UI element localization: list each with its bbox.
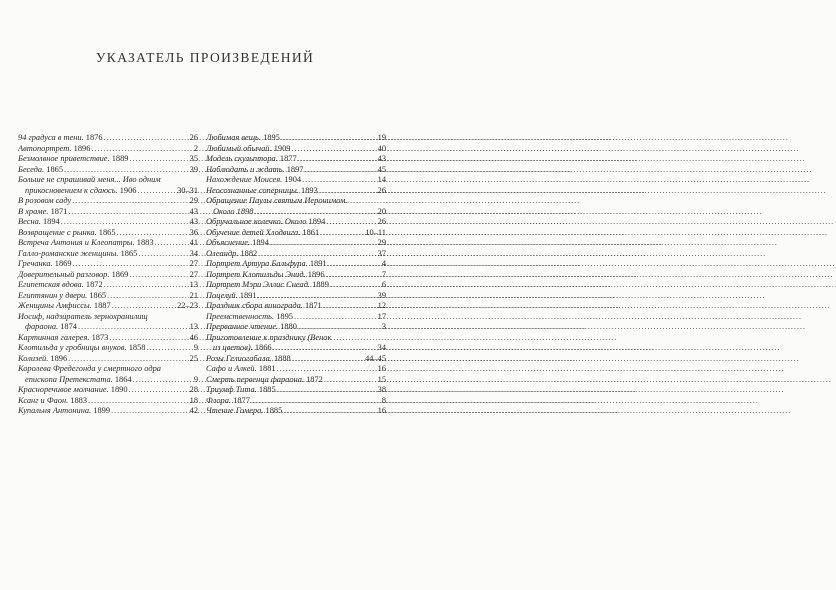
- index-entry: [18, 270, 198, 281]
- index-entry: [206, 333, 386, 354]
- entry-page-number: 43: [189, 217, 198, 226]
- entry-year: 1885: [258, 385, 276, 394]
- entry-title: Больше не спрашивай меня... Иво одним: [18, 175, 161, 184]
- entry-page-number: 43: [189, 206, 198, 216]
- index-entry: [18, 333, 198, 344]
- entry-page-number: 44–45: [365, 353, 386, 363]
- entry-year: 1864: [114, 374, 132, 384]
- entry-title: Объяснение. 1894: [206, 238, 269, 247]
- index-column-left: [18, 133, 198, 417]
- entry-title: Любимый обычай. 1909: [206, 143, 291, 153]
- index-entry: [206, 301, 386, 312]
- entry-year: 1885: [265, 406, 283, 415]
- dot-leader: [251, 396, 381, 407]
- entry-title: Беседа. 1865: [18, 164, 64, 174]
- entry-year: 1865: [120, 248, 138, 258]
- index-entry: [206, 270, 386, 281]
- entry-page-number: 3: [381, 322, 386, 331]
- dot-leader: [291, 144, 376, 155]
- entry-page-number: 34: [189, 248, 198, 258]
- index-entry: [206, 322, 386, 333]
- entry-title: прикосновением к сдаюсь. 1906: [25, 185, 137, 195]
- entry-title: Нахождение Моисея. 1904: [206, 175, 302, 184]
- index-entry: [206, 312, 386, 323]
- entry-year: 1896: [50, 353, 68, 363]
- entry-year: 1869: [111, 269, 129, 279]
- entry-title: Неосознанные соперницы. 1893: [206, 185, 318, 195]
- entry-title: Модель скульптора. 1877: [206, 154, 297, 163]
- entry-title: Возвращение с рынка. 1865: [18, 227, 116, 237]
- dot-leader: [302, 175, 377, 186]
- entry-year: 1876: [85, 133, 103, 142]
- index-entry: [206, 144, 386, 155]
- dot-leader: [324, 375, 377, 386]
- entry-page-number: 26: [189, 133, 198, 142]
- dot-leader: [277, 364, 377, 375]
- entry-page-number: 25: [189, 353, 198, 363]
- entry-page-number: 42: [189, 406, 198, 415]
- dot-leader: [292, 354, 364, 365]
- entry-year: 1869: [54, 259, 72, 268]
- entry-page-number: 34: [377, 343, 386, 352]
- entry-page-number: 15: [377, 374, 386, 384]
- entry-page-number: 22–23: [177, 301, 198, 310]
- dot-leader: [326, 270, 381, 281]
- entry-title: Картинная галерея. 1873: [18, 332, 109, 342]
- index-entry: [206, 291, 386, 302]
- entry-title: Гречанка. 1869: [18, 259, 72, 268]
- entry-page-number: 16: [377, 364, 386, 373]
- entry-year: 1897: [286, 164, 304, 174]
- entry-year: 1883: [70, 395, 88, 405]
- index-column-right: [206, 133, 386, 417]
- entry-year: 1872: [85, 280, 103, 289]
- entry-page-number: 39: [189, 164, 198, 174]
- entry-page-number: 29: [377, 238, 386, 247]
- entry-page-number: 39: [377, 290, 386, 300]
- entry-year: 1895: [263, 133, 280, 142]
- entry-year: 1858: [128, 343, 146, 352]
- dot-leader: [323, 301, 377, 312]
- dot-leader: [298, 322, 381, 333]
- dot-leader: [298, 154, 377, 165]
- entry-page-number: 37: [377, 248, 386, 258]
- dot-leader: [73, 259, 189, 270]
- entry-title: Смерть первенца фараона. 1872: [206, 374, 323, 384]
- entry-year: 1880: [280, 322, 297, 331]
- index-entry: [18, 301, 198, 312]
- dot-leader: [109, 333, 188, 344]
- dot-leader: [137, 186, 176, 197]
- entry-page-number: 19: [377, 133, 386, 142]
- entry-title: Весна. 1894: [18, 217, 60, 226]
- entry-page-number: 21: [189, 290, 198, 300]
- entry-page-number: 13: [189, 322, 198, 331]
- entry-title: Праздник сбора винограда. 1871: [206, 301, 322, 310]
- index-entry: [206, 196, 386, 217]
- entry-title: Флора. 1877: [206, 395, 250, 405]
- index-entry: [206, 406, 386, 417]
- entry-year: 1872: [306, 374, 323, 384]
- dot-leader: [91, 144, 192, 155]
- entry-year: 1888: [273, 353, 291, 363]
- entry-year: 1906: [119, 185, 137, 195]
- entry-title: из цветов). 1866: [213, 343, 272, 352]
- entry-page-number: 18: [189, 395, 198, 405]
- entry-page-number: 29: [189, 196, 198, 205]
- entry-title: Ксанг и Фаон. 1883: [18, 395, 88, 405]
- dot-leader: [326, 217, 376, 228]
- entry-page-number: 20: [377, 206, 386, 216]
- entry-page-number: 43: [377, 154, 386, 163]
- index-entry: [18, 249, 198, 260]
- index-entry: [18, 228, 198, 239]
- entry-year: 1865: [89, 290, 107, 300]
- entry-title: Египтянин у двери. 1865: [18, 290, 107, 300]
- dot-leader: [61, 217, 189, 228]
- entry-year: 1861: [302, 227, 320, 237]
- index-entry: [18, 396, 198, 407]
- index-entry: [18, 175, 198, 196]
- entry-year: 1904: [284, 175, 302, 184]
- dot-leader: [304, 165, 376, 176]
- index-entry: [18, 217, 198, 228]
- entry-page-number: 28: [189, 385, 198, 394]
- entry-title: Сафо и Алкей. 1881: [206, 364, 276, 373]
- entry-year: 1894: [252, 238, 269, 247]
- dot-leader: [273, 343, 377, 354]
- entry-year: 1871: [304, 301, 322, 310]
- entry-page-number: 46: [189, 332, 198, 342]
- index-entry: [18, 238, 198, 249]
- index-entry: [18, 196, 198, 207]
- dot-leader: [111, 406, 189, 417]
- dot-leader: [146, 343, 192, 354]
- index-entry: [206, 154, 386, 165]
- entry-page-number: 6: [381, 280, 386, 289]
- entry-title: Розы Гелиогабала. 1888: [206, 353, 291, 363]
- entry-title: Галло-романские женщины. 1865: [18, 248, 138, 258]
- entry-page-number: 12: [377, 301, 386, 310]
- dot-leader: [129, 270, 188, 281]
- dot-leader: [138, 249, 188, 260]
- index-entry: [206, 354, 386, 365]
- index-entry: [18, 133, 198, 144]
- entry-page-number: 35: [189, 154, 198, 163]
- entry-page-number: 30–31: [177, 185, 198, 195]
- entry-page-number: 8: [381, 395, 386, 405]
- index-entry: [206, 249, 386, 260]
- dot-leader: [277, 385, 377, 396]
- dot-leader: [72, 196, 188, 207]
- entry-page-number: 45: [377, 164, 386, 174]
- index-entry: [206, 375, 386, 386]
- entry-year: 1873: [91, 332, 109, 342]
- entry-title: 94 градуса в тени. 1876: [18, 133, 103, 142]
- dot-leader: [88, 396, 189, 407]
- dot-leader: [281, 133, 377, 144]
- dot-leader: [133, 375, 193, 386]
- entry-year: 1865: [46, 164, 64, 174]
- entry-year: 1889: [312, 280, 329, 289]
- index-entry: [206, 175, 386, 186]
- entry-title: Портрет Клотильды Энид. 1896: [206, 269, 325, 279]
- entry-page-number: 4: [381, 259, 386, 268]
- entry-year: 1877: [279, 154, 297, 163]
- index-entry: [206, 217, 386, 228]
- entry-year: 1893: [301, 185, 318, 195]
- dot-leader: [104, 280, 189, 291]
- entry-title: Иосиф, надзиратель зернохранилищ: [18, 311, 148, 321]
- entry-year: 1896: [73, 143, 91, 153]
- index-entry: [206, 186, 386, 197]
- entry-title: Наблюдать и ждать. 1897: [206, 164, 304, 174]
- dot-leader: [129, 154, 188, 165]
- index-entry: [206, 364, 386, 375]
- entry-year: 1894: [308, 217, 326, 226]
- entry-title: Встреча Антония и Клеопатры. 1883: [18, 238, 154, 247]
- dot-leader: [107, 291, 189, 302]
- dot-leader: [270, 238, 377, 249]
- entry-page-number: 38: [377, 385, 386, 394]
- dot-leader: [68, 354, 188, 365]
- index-entry: [18, 364, 198, 385]
- entry-page-number: 41: [189, 238, 198, 247]
- entry-title: Портрет Артура Бальфура. 1891: [206, 259, 327, 268]
- dot-leader: [117, 228, 189, 239]
- entry-year: 1909: [273, 143, 291, 153]
- index-entry: [206, 259, 386, 270]
- entry-year: 1871: [50, 206, 68, 216]
- index-entry: [18, 406, 198, 417]
- entry-title: Прерванное чтение. 1880: [206, 322, 297, 331]
- index-entry: [18, 312, 198, 333]
- dot-leader: [155, 238, 189, 249]
- dot-leader: [129, 385, 189, 396]
- entry-page-number: 2: [193, 143, 198, 153]
- entry-year: 1865: [98, 227, 116, 237]
- entry-page-number: 14: [377, 175, 386, 184]
- dot-leader: [294, 312, 377, 323]
- dot-leader: [64, 165, 189, 176]
- entry-title: Красноречивое молчание. 1890: [18, 385, 128, 394]
- entry-year: 1882: [240, 248, 258, 258]
- entry-year: 1889: [111, 154, 129, 163]
- index-entry: [18, 385, 198, 396]
- index-entry: [18, 280, 198, 291]
- entry-title: Клотильда у гробницы внуков. 1858: [18, 343, 146, 352]
- entry-page-number: 40: [377, 143, 386, 153]
- index-entry: [18, 207, 198, 218]
- entry-page-number: 26: [377, 185, 386, 195]
- entry-title: Египетская вдова. 1872: [18, 280, 103, 289]
- page-title: УКАЗАТЕЛЬ ПРОИЗВЕДЕНИЙ: [95, 50, 315, 65]
- dot-leader: [258, 291, 377, 302]
- entry-page-number: 26: [377, 217, 386, 226]
- index-page: [0, 0, 410, 590]
- entry-title: В розовом саду: [18, 196, 72, 205]
- index-entry: [18, 154, 198, 165]
- entry-year: 1883: [136, 238, 154, 247]
- entry-title: Триумф Тита. 1885: [206, 385, 276, 394]
- entry-title: Колизей. 1896: [18, 353, 68, 363]
- dot-leader: [104, 133, 189, 144]
- index-entry: [18, 354, 198, 365]
- dot-leader: [320, 228, 364, 239]
- entry-title: Чтение Гомера. 1885: [206, 406, 283, 415]
- entry-year: 1866: [254, 343, 272, 352]
- entry-page-number: 7: [381, 269, 386, 279]
- entry-page-number: 9: [193, 343, 198, 352]
- entry-title: Портрет Мэри Эллис Снеад. 1889: [206, 280, 329, 289]
- entry-year: 1890: [110, 385, 128, 394]
- dot-leader: [283, 406, 376, 417]
- entry-page-number: 13: [189, 280, 198, 289]
- entry-year: 1896: [307, 269, 325, 279]
- dot-leader: [330, 280, 381, 291]
- entry-title: В храме. 1871: [18, 206, 68, 216]
- entry-title: Автопортрет. 1896: [18, 143, 91, 153]
- index-entry: [206, 228, 386, 239]
- entry-title: Приготовление к празднику (Венок: [206, 332, 332, 342]
- dot-leader: [258, 249, 376, 260]
- entry-title: Обручальное колечко. Около 1894: [206, 217, 326, 226]
- entry-title: Поцелуй. 1891: [206, 290, 257, 300]
- index-entry: [18, 165, 198, 176]
- entry-year: 1874: [60, 322, 77, 331]
- index-entry: [206, 280, 386, 291]
- entry-year: 1877: [233, 395, 250, 405]
- entry-year: 1891: [239, 290, 257, 300]
- index-entry: [206, 238, 386, 249]
- entry-title: Обучение детей Хлодвига. 1861: [206, 227, 320, 237]
- entry-title: Обращение Паулы святым Иеронимом.: [206, 196, 348, 205]
- entry-title: Купальня Антонина. 1899: [18, 406, 111, 415]
- dot-leader: [78, 322, 189, 333]
- index-entry: [206, 165, 386, 176]
- entry-page-number: 9: [193, 374, 198, 384]
- entry-page-number: 27: [189, 259, 198, 268]
- entry-year: 1891: [309, 259, 327, 268]
- index-entry: [206, 385, 386, 396]
- index-entry: [18, 291, 198, 302]
- dot-leader: [254, 207, 376, 218]
- dot-leader: [68, 207, 188, 218]
- index-entry: [18, 343, 198, 354]
- entry-title: Доверительный разговор. 1869: [18, 269, 129, 279]
- entry-page-number: 36: [189, 227, 198, 237]
- entry-year: 1881: [258, 364, 276, 373]
- entry-title: Женщины Амфиссы. 1887: [18, 301, 111, 310]
- dot-leader: [112, 301, 176, 312]
- entry-page-number: 27: [189, 269, 198, 279]
- index-entry: [206, 396, 386, 407]
- entry-title: Любимая вещь. 1895: [206, 133, 280, 142]
- entry-title: Около 1898: [213, 206, 254, 216]
- entry-title: Королева Фредегонда у смертного одра: [18, 364, 161, 373]
- index-entry: [18, 144, 198, 155]
- index-entry: [206, 133, 386, 144]
- entry-year: 1895: [276, 311, 293, 321]
- entry-year: 1894: [42, 217, 60, 226]
- dot-leader: [319, 186, 377, 197]
- entry-title: Преемственность. 1895: [206, 311, 293, 321]
- dot-leader: [328, 259, 381, 270]
- index-entry: [18, 259, 198, 270]
- entry-page-number: 16: [377, 406, 386, 415]
- entry-title: епископа Претекстата. 1864: [25, 374, 132, 384]
- entry-page-number: 17: [377, 311, 386, 321]
- entry-title: Олеандр. 1882: [206, 248, 258, 258]
- entry-year: 1899: [93, 406, 111, 415]
- entry-title: Безмолвное приветствие. 1889: [18, 154, 129, 163]
- entry-title: фараона. 1874: [25, 322, 77, 331]
- entry-page-number: 10–11: [365, 227, 386, 237]
- entry-year: 1887: [93, 301, 111, 310]
